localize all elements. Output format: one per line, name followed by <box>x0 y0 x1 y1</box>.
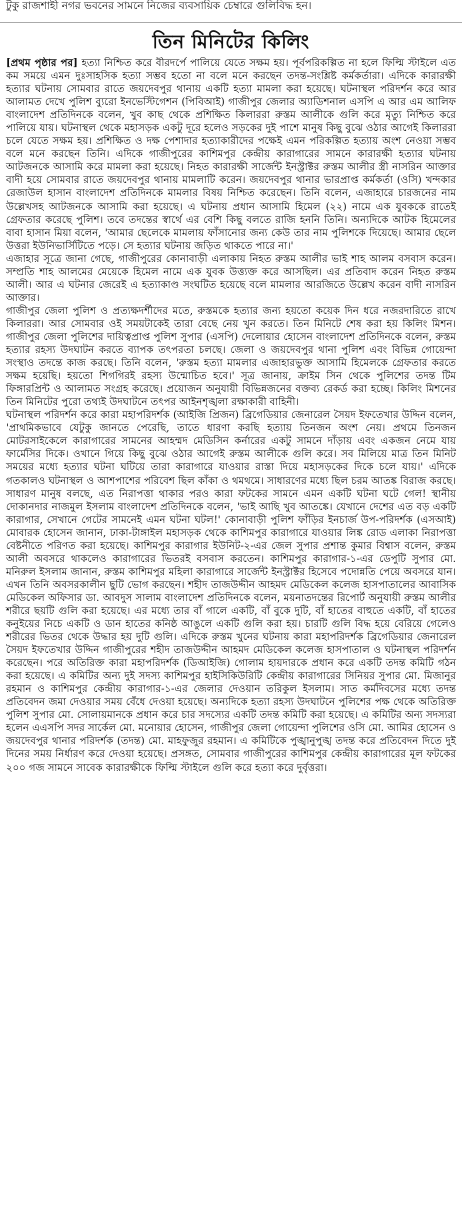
article-headline: তিন মিনিটের কিলিং <box>152 31 310 53</box>
continuation-tag: [প্রথম পৃষ্ঠার পর] <box>6 58 78 69</box>
paragraph-1 <box>6 57 456 253</box>
paragraph-2: এজাহার সূত্রে জানা গেছে, গাজীপুরের কোনাবাড়ী এলাকায় নিহত রুস্তম আলীর ভাই শাহ আলম বসবাস করেন। সম্প্রতি শাহ আলমের মেয়েকে হিমেল নামে এক যুবক উত্ত্যক্ত করে আসছিল। এর প্রতিবাদ করেন নিহত রুস্তম আলী। আর এ ঘটনার জেরেই এ হত্যাকাণ্ড সংঘটিত হয়েছে বলে মামলার আরজিতে উল্লেখ করেন বাদী নাসরিন আক্তার। <box>6 253 456 304</box>
paragraph-3: গাজীপুর জেলা পুলিশ ও প্রত্যক্ষদর্শীদের মতে, রুস্তমকে হত্যার জন্য হয়তো কয়েক দিন ধরে নজরদারিতে রাখে কিলাররা। আর সোমবার ওই সময়টাকেই তারা বেছে নেয় খুন করতে। তিন মিনিটে শেষ করা হয় কিলিং মিশন। গাজীপুর জেলা পুলিশের দায়িত্বপ্রাপ্ত পুলিশ সুপার (এসপি) দেলোয়ার হোসেন বাংলাদেশ প্রতিদিনকে বলেন, রুস্তম হত্যার রহস্য উদঘাটন করতে ব্যাপক তৎপরতা চলছে। জেলা ও জয়দেবপুর থানা পুলিশ এবং বিভিন্ন গোয়েন্দা সংস্থাও তদন্তে কাজ করছে। তিনি বলেন, 'রুস্তম হত্যা মামলার এজাহারভুক্ত আসামি হিমেলকে গ্রেফতার করতে সক্ষম হয়েছি। হয়তো শিগগিরই রহস্য উন্মোচিত হবে।' সূত্র জানায়, ক্রাইম সিন থেকে পুলিশের তদন্ত টিম ফিঙ্গারপ্রিন্ট ও আলামত সংগ্রহ করেছে। প্রয়োজন অনুযায়ী বিভিন্নজনের বক্তব্য রেকর্ড করা হচ্ছে। কিলিং মিশনের তিন মিনিটের পুরো তথ্যই উদঘাটনে তৎপর আইনশৃঙ্খলা রক্ষাকারী বাহিনী। <box>6 305 456 409</box>
previous-article-tail: টুকু রাজশাহী নগর ভবনের সামনে নিজের ব্যবসায়িক চেম্বারে গুলিবিদ্ধ হন। <box>0 0 462 23</box>
paragraph-1-text: হত্যা নিশ্চিত করে বীরদর্পে পালিয়ে যেতে সক্ষম হয়। পূর্বপরিকল্পিত না হলে ফিল্মি স্টাইলে এত কম সময়ে এমন দুঃসাহসিক হত্যা সম্ভব হতো না বলে মনে করছেন তদন্ত-সংশ্লিষ্ট কর্মকর্তারা। এদিকে কারারক্ষী হত্যার ঘটনায় সোমবার রাতে জয়দেবপুর থানায় একটি হত্যা মামলা করা হয়েছে। ঘটনাস্থল পরিদর্শন করে আর আলামত দেখে পুলিশ ব্যুরো ইনভেস্টিগেশন (পিবিআই) গাজীপুর জেলার অ্যাডিশনাল এসপি এ আর এম আলিফ বাংলাদেশ প্রতিদিনকে বলেন, খুব কাছ থেকে প্রশিক্ষিত কিলাররা রুস্তম আলীকে গুলি করে মৃত্যু নিশ্চিত করে পালিয়ে যায়। ঘটনাস্থল থেকে মহাসড়ক একটু দূরে হলেও সড়কের দুই পাশে মানুষ কিছু বুঝে ওঠার আগেই কিলাররা চলে যেতে সক্ষম হয়। প্রশিক্ষিত ও দক্ষ পেশাদার হত্যাকারীদের পক্ষেই এমন পরিকল্পিত হত্যায় অংশ নেওয়া সম্ভব বলে মনে করছেন তিনি। এদিকে গাজীপুরের কাশিমপুর কেন্দ্রীয় কারাগারের সামনে কারারক্ষী হত্যার ঘটনায় আটজনকে আসামি করে মামলা করা হয়েছে। নিহত কারারক্ষী সার্জেন্ট ইনস্ট্রাক্টর রুস্তম আলীর স্ত্রী নাসরিন আক্তার বাদী হয়ে সোমবার রাতে জয়দেবপুর থানায় মামলাটি করেন। জয়দেবপুর থানার ভারপ্রাপ্ত কর্মকর্তা (ওসি) খন্দকার রেজাউল হাসান বাংলাদেশ প্রতিদিনকে মামলার বিষয় নিশ্চিত করেছেন। তিনি বলেন, এজাহারে চারজনের নাম উল্লেখসহ আটজনকে আসামি করা হয়েছে। এ ঘটনায় প্রধান আসামি হিমেল (২২) নামে এক যুবককে রাতেই গ্রেফতার করেছে পুলিশ। তবে তদন্তের স্বার্থে এর বেশি কিছু বলতে রাজি হননি তিনি। অন্যদিকে আটক হিমেলের বাবা হাসান মিয়া বলেন, 'আমার ছেলেকে মামলায় ফাঁসানোর জন্য কেউ তার নাম পুলিশকে দিয়েছে। আমার ছেলে উত্তরা ইউনিভার্সিটিতে পড়ে। সে হত্যার ঘটনায় জড়িত থাকতে পারে না।' <box>6 58 456 252</box>
paragraph-4: ঘটনাস্থল পরিদর্শন করে কারা মহাপরিদর্শক (আইজি প্রিজন) ব্রিগেডিয়ার জেনারেল সৈয়দ ইফতেখার উদ্দিন বলেন, 'প্রাথমিকভাবে যেটুকু জানতে পেরেছি, তাতে ধারণা করছি হত্যায় তিনজন অংশ নেয়। প্রথমে তিনজন মোটরসাইকেলে কারাগারের সামনের আহম্মদ মেডিসিন কর্নারের একটু সামনে দাঁড়ায় এবং একজন নেমে যায় ফার্মেসির দিকে। ওখানে গিয়ে কিছু বুঝে ওঠার আগেই রুস্তম আলীকে গুলি করে। সব মিলিয়ে মাত্র তিন মিনিট সময়ের মধ্যে হত্যার ঘটনা ঘটিয়ে তারা কারাগারে যাওয়ার রাস্তা দিয়ে মহাসড়কের দিকে চলে যায়।' এদিকে গতকালও ঘটনাস্থল ও আশপাশের পরিবেশ ছিল কাঁকা ও থমথমে। সাধারণের মধ্যে ছিল চরম আতঙ্ক বিরাজ করছে। সাধারণ মানুষ বলছে, এত নিরাপত্তা থাকার পরও কারা ফটকের সামনে এমন একটি ঘটনা ঘটে গেল! স্থানীয় দোকানদার নাজমুল ইসলাম বাংলাদেশ প্রতিদিনকে বলেন, 'ভাই আছি খুব আতঙ্কে। যেখানে দেশের এত বড় একটি কারাগার, সেখানে গেটের সামনেই এমন ঘটনা ঘটল!' কোনাবাড়ী পুলিশ ফাঁড়ির ইনচার্জ উপ-পরিদর্শক (এসআই) মোবারক হোসেন জানান, ঢাকা-টাঙ্গাইল মহাসড়ক থেকে কাশিমপুর কারাগারে যাওয়ার লিঙ্ক রোড এলাকা নিরাপত্তা বেষ্টনীতে পরিণত করা হয়েছে। কাশিমপুর কারাগার ইউনিট-২-এর জেল সুপার প্রশান্ত কুমার বিশ্বাস বলেন, রুস্তম আলী অবসরে থাকলেও কারাগারের ভিতরই বসবাস করতেন। কাশিমপুর কারাগার-১-এর ডেপুটি সুপার মো. মনিরুল ইসলাম জানান, রুস্তম কাশিমপুর মহিলা কারাগারে সার্জেন্ট ইনস্ট্রাক্টর হিসেবে পদোন্নতি পেয়ে অবসরে যান। এখন তিনি অবসরকালীন ছুটি ভোগ করছেন। শহীদ তাজউদ্দীন আহমদ মেডিকেল কলেজ হাসপাতালের আবাসিক মেডিকেল অফিসার ডা. আবদুস সালাম বাংলাদেশ প্রতিদিনকে বলেন, ময়নাতদন্তের রিপোর্ট অনুযায়ী রুস্তম আলীর শরীরে ছয়টি গুলি করা হয়েছে। এর মধ্যে তার বাঁ গালে একটি, বাঁ বুকে দুটি, বাঁ হাতের বাহুতে একটি, বাঁ হাতের কনুইয়ের নিচে একটি ও ডান হাতের কনিষ্ঠ আঙুলে একটি গুলি করা হয়। চারটি গুলি বিদ্ধ হয়ে বেরিয়ে গেলেও শরীরের ভিতর থেকে উদ্ধার হয় দুটি গুলি। এদিকে রুস্তম খুনের ঘটনায় কারা মহাপরিদর্শক ব্রিগেডিয়ার জেনারেল সৈয়দ ইফতেখার উদ্দিন গাজীপুরের শহীদ তাজউদ্দীন আহমদ মেডিকেল কলেজ হাসপাতাল ও ঘটনাস্থল পরিদর্শন করেছেন। পরে অতিরিক্ত কারা মহাপরিদর্শক (ডিআইজি) গোলাম হায়দারকে প্রধান করে একটি তদন্ত কমিটি গঠন করা হয়েছে। এ কমিটির অন্য দুই সদস্য কাশিমপুর হাইসিকিউরিটি কেন্দ্রীয় কারাগারের সিনিয়র সুপার মো. মিজানুর রহমান ও কাশিমপুর কেন্দ্রীয় কারাগার-১-এর জেলার দেওয়ান তরিকুল ইসলাম। সাত কর্মদিবসের মধ্যে তদন্ত প্রতিবেদন জমা দেওয়ার সময় বেঁধে দেওয়া হয়েছে। অন্যদিকে হত্যা রহস্য উদঘাটনে পুলিশের পক্ষ থেকে অতিরিক্ত পুলিশ সুপার মো. সোলায়মানকে প্রধান করে চার সদস্যের একটি তদন্ত কমিটি করা হয়েছে। এ কমিটির অন্য সদস্যরা হলেন এএসপি সদর সার্কেল মো. মনোয়ার হোসেন, গাজীপুর জেলা গোয়েন্দা পুলিশের ওসি মো. আমির হোসেন ও জয়দেবপুর থানার পরিদর্শক (তদন্ত) মো. মাহফুজুর রহমান। এ কমিটিকে পুঙ্খানুপুঙ্খ তদন্ত করে প্রতিবেদন দিতে দুই দিনের সময় নির্ধারণ করে দেওয়া হয়েছে। প্রসঙ্গত, সোমবার গাজীপুরের কাশিমপুর কেন্দ্রীয় কারাগারের মূল ফটকের ২০০ গজ সামনে সাবেক কারারক্ষীকে ফিল্মি স্টাইলে গুলি করে হত্যা করে দুর্বৃত্তরা। <box>6 410 456 774</box>
article-body <box>0 57 462 1217</box>
